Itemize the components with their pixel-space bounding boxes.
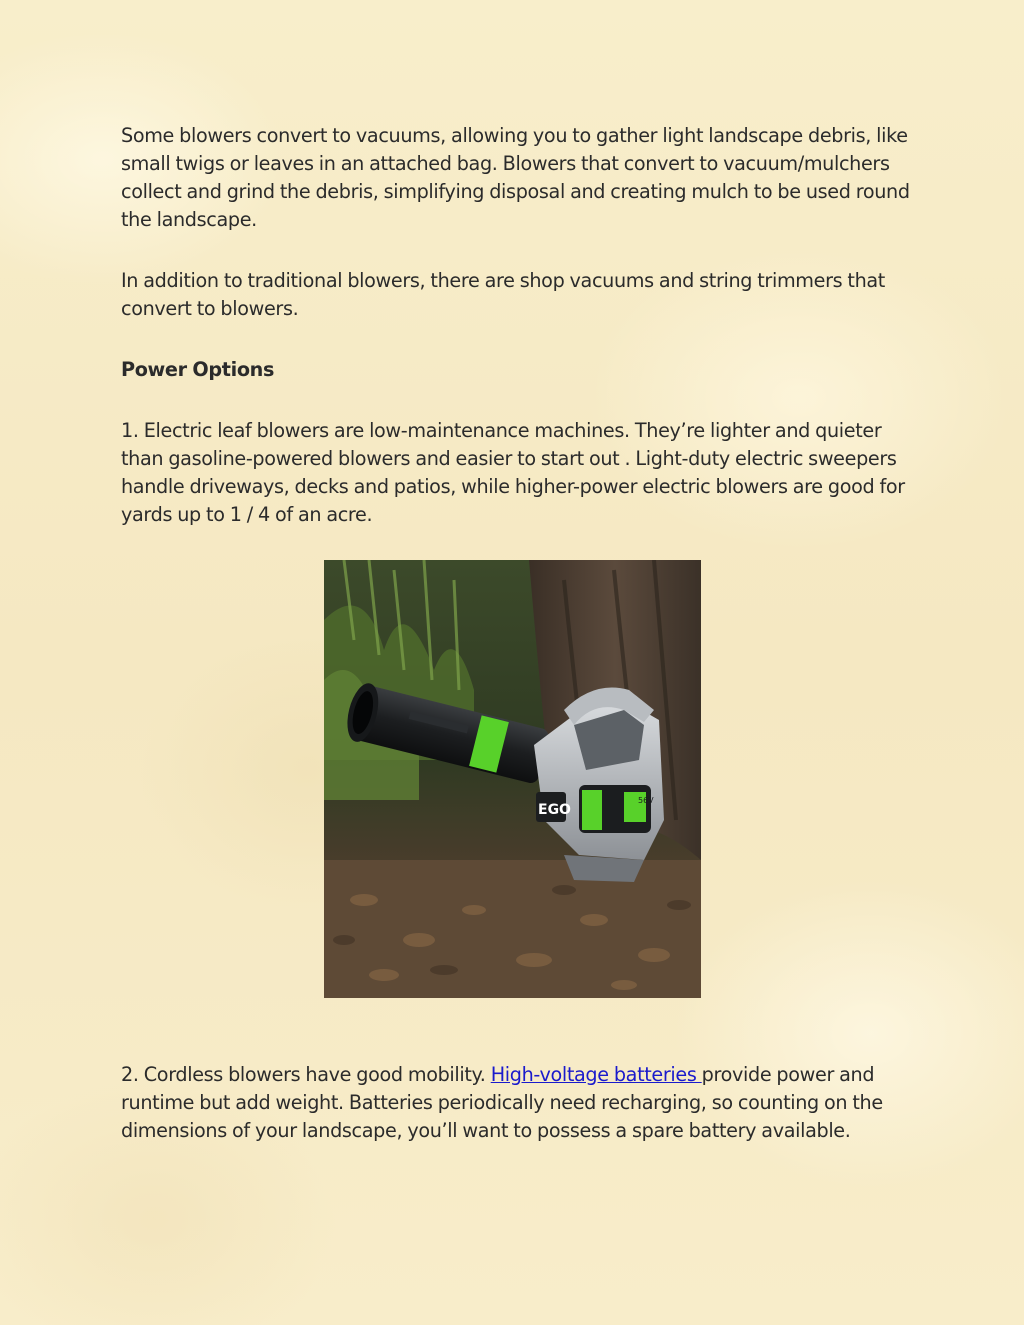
blower-brand-label: EGO xyxy=(538,802,571,818)
paragraph-traditional-blowers: In addition to traditional blowers, there are shop vacuums and string trimmers that convert to blowers. xyxy=(121,269,885,320)
blower-voltage-badge: 56V xyxy=(638,796,654,805)
paragraph-cordless-intro: 2. Cordless blowers have good mobility. xyxy=(121,1063,491,1086)
section-heading-power-options: Power Options xyxy=(121,358,275,381)
document-body-lower xyxy=(121,1061,911,1145)
leaf-blower-photo xyxy=(324,560,701,998)
paragraph-cordless-blowers xyxy=(121,1061,911,1145)
paragraph-cordless-rest: provide power and runtime but add weight. Batteries periodically need recharging, so counting on the dimensions of your landscape, you’ll want to possess a spare battery available. xyxy=(121,1063,883,1142)
paragraph-vacuum-conversion: Some blowers convert to vacuums, allowing you to gather light landscape debris, like small twigs or leaves in an attached bag. Blowers that convert to vacuum/mulchers collect and grind the debris, simplifying disposal and creating mulch to be used round the landscape. xyxy=(121,124,910,231)
paragraph-electric-blowers: 1. Electric leaf blowers are low-maintenance machines. They’re lighter and quieter than gasoline-powered blowers and easier to start out . Light-duty electric sweepers handle driveways, decks and patios, while higher-power electric blowers are good for yards up to 1 / 4 of an acre. xyxy=(121,419,905,526)
high-voltage-batteries-link[interactable]: High-voltage batteries xyxy=(490,1063,702,1086)
document-body xyxy=(121,118,911,529)
